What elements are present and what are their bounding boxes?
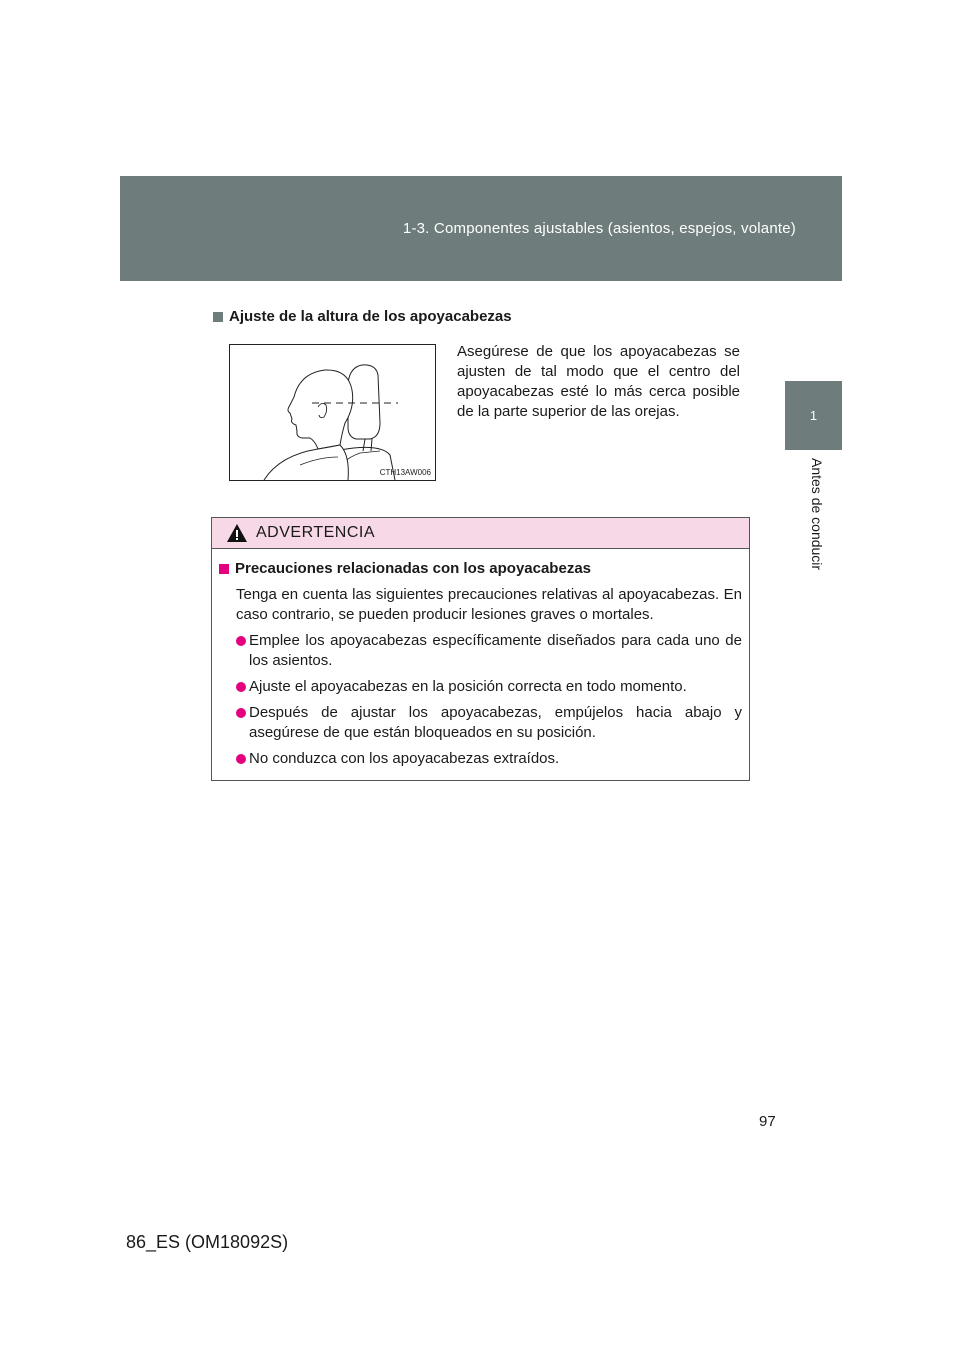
warning-list (236, 631, 742, 769)
warning-intro: Tenga en cuenta las siguientes precauciones relativas al apoyacabezas. En caso contrario, se pueden producir lesiones graves o mortales. (236, 586, 742, 623)
bullet-dot-icon (236, 708, 246, 718)
bullet-dot-icon (236, 682, 246, 692)
list-item: No conduzca con los apoyacabezas extraídos. (236, 749, 742, 769)
header-band (120, 176, 842, 281)
warning-header (212, 518, 749, 549)
page-number: 97 (759, 1113, 776, 1130)
square-bullet-icon (213, 312, 223, 322)
bullet-dot-icon (236, 636, 246, 646)
header-title: 1-3. Componentes ajustables (asientos, espejos, volante) (402, 220, 796, 237)
warning-triangle-icon (226, 523, 248, 543)
section-heading (213, 308, 512, 325)
chapter-tab (785, 381, 842, 450)
list-item: Ajuste el apoyacabezas en la posición correcta en todo momento. (236, 677, 742, 697)
footer-code: 86_ES (OM18092S) (126, 1232, 289, 1252)
chapter-number: 1 (809, 408, 818, 423)
chapter-label: Antes de conducir (809, 458, 825, 571)
figure-code: CTH13AW006 (379, 468, 431, 477)
warning-heading-text: Precauciones relacionadas con los apoyacabezas (235, 560, 592, 577)
headrest-drawing (230, 345, 435, 480)
square-bullet-icon (219, 564, 229, 574)
warning-body (212, 549, 749, 769)
section-heading-text: Ajuste de la altura de los apoyacabezas (229, 308, 512, 325)
list-item: Después de ajustar los apoyacabezas, empújelos hacia abajo y asegúrese de que están bloqueados en su posición. (236, 703, 742, 743)
warning-heading (219, 559, 742, 579)
warning-box (211, 517, 750, 781)
list-item: Emplee los apoyacabezas específicamente diseñados para cada uno de los asientos. (236, 631, 742, 671)
headrest-illustration (229, 344, 436, 481)
description-text: Asegúrese de que los apoyacabezas se ajusten de tal modo que el centro del apoyacabezas esté lo más cerca posible de la parte superior de las orejas. (457, 343, 740, 420)
warning-title: ADVERTENCIA (256, 524, 376, 541)
bullet-dot-icon (236, 754, 246, 764)
